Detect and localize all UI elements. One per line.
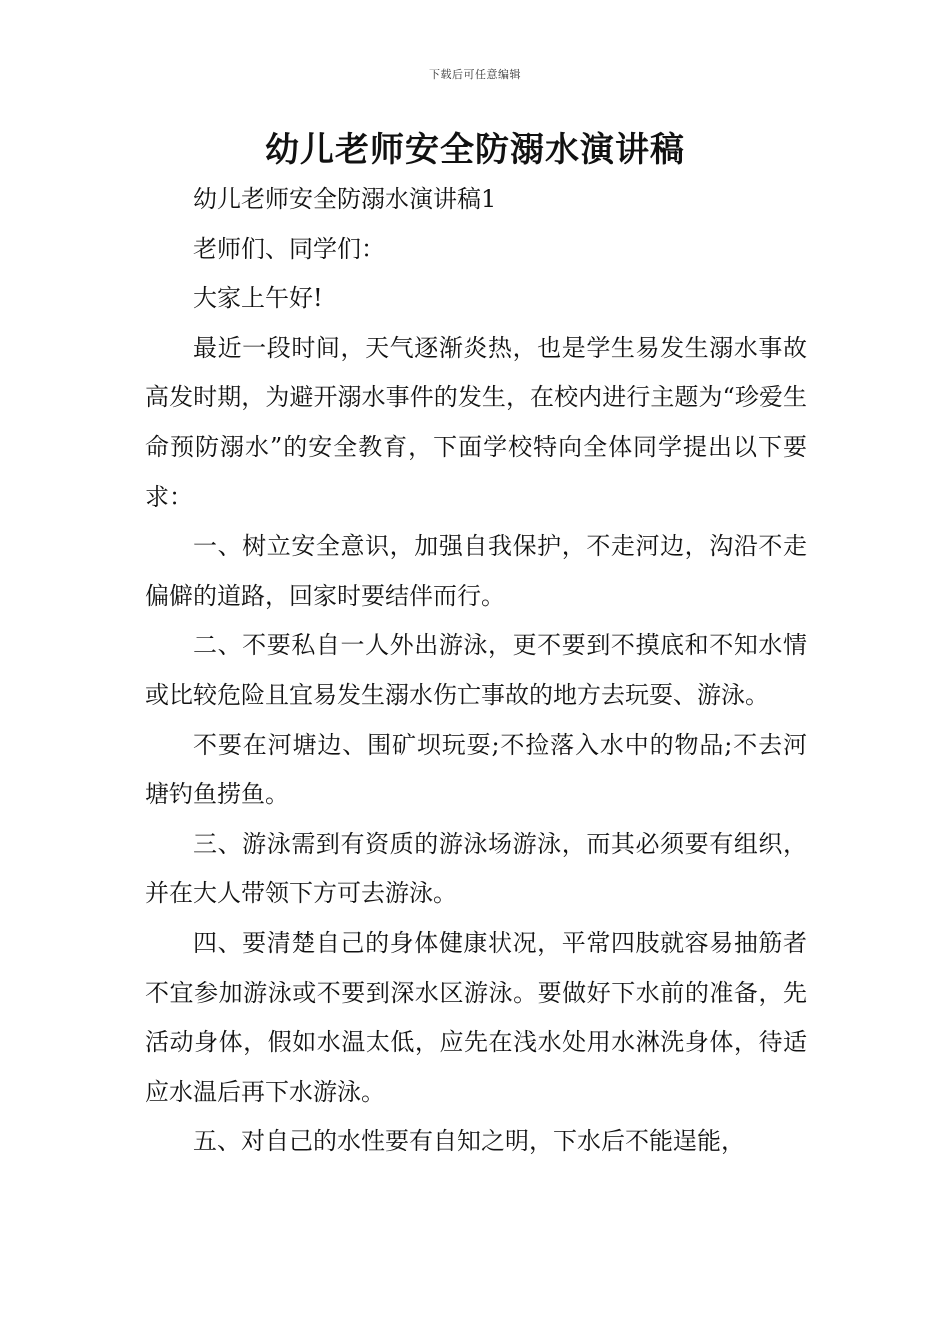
paragraph-1: 幼儿老师安全防溺水演讲稿1 [193,185,497,213]
document-title: 幼儿老师安全防溺水演讲稿 [265,130,685,170]
paragraph-8: 三、游泳需到有资质的游泳场游泳，而其必须要有组织，并在大人带领下方可去游泳。 [145,829,807,908]
paragraph-5: 一、树立安全意识，加强自我保护，不走河边，沟沿不走偏僻的道路，回家时要结伴而行。 [145,532,807,610]
paragraph-6: 二、不要私自一人外出游泳，更不要到不摸底和不知水情或比较危险且宜易发生溺水伤亡事故的地方去玩耍、游泳。 [145,631,807,709]
paragraph-10: 五、对自己的水性要有自知之明，下水后不能逞能， [193,1127,745,1156]
document-body [145,175,807,1167]
paragraph-9: 四、要清楚自己的身体健康状况，平常四肢就容易抽筋者不宜参加游泳或不要到深水区游泳。要做好下水前的准备，先活动身体，假如水温太低，应先在浅水处用水淋洗身体，待适应水温后再下水游泳。 [145,928,807,1106]
header-note: 下载后可任意编辑 [429,68,521,81]
paragraph-2: 老师们、同学们： [193,234,385,263]
paragraph-3: 大家上午好! [193,284,323,313]
paragraph-7: 不要在河塘边、围矿坝玩耍;不捡落入水中的物品;不去河塘钓鱼捞鱼。 [145,730,807,809]
paragraph-4: 最近一段时间，天气逐渐炎热，也是学生易发生溺水事故高发时期，为避开溺水事件的发生，在校内进行主题为“珍爱生命预防溺水”的安全教育，下面学校特向全体同学提出以下要求： [145,333,807,511]
